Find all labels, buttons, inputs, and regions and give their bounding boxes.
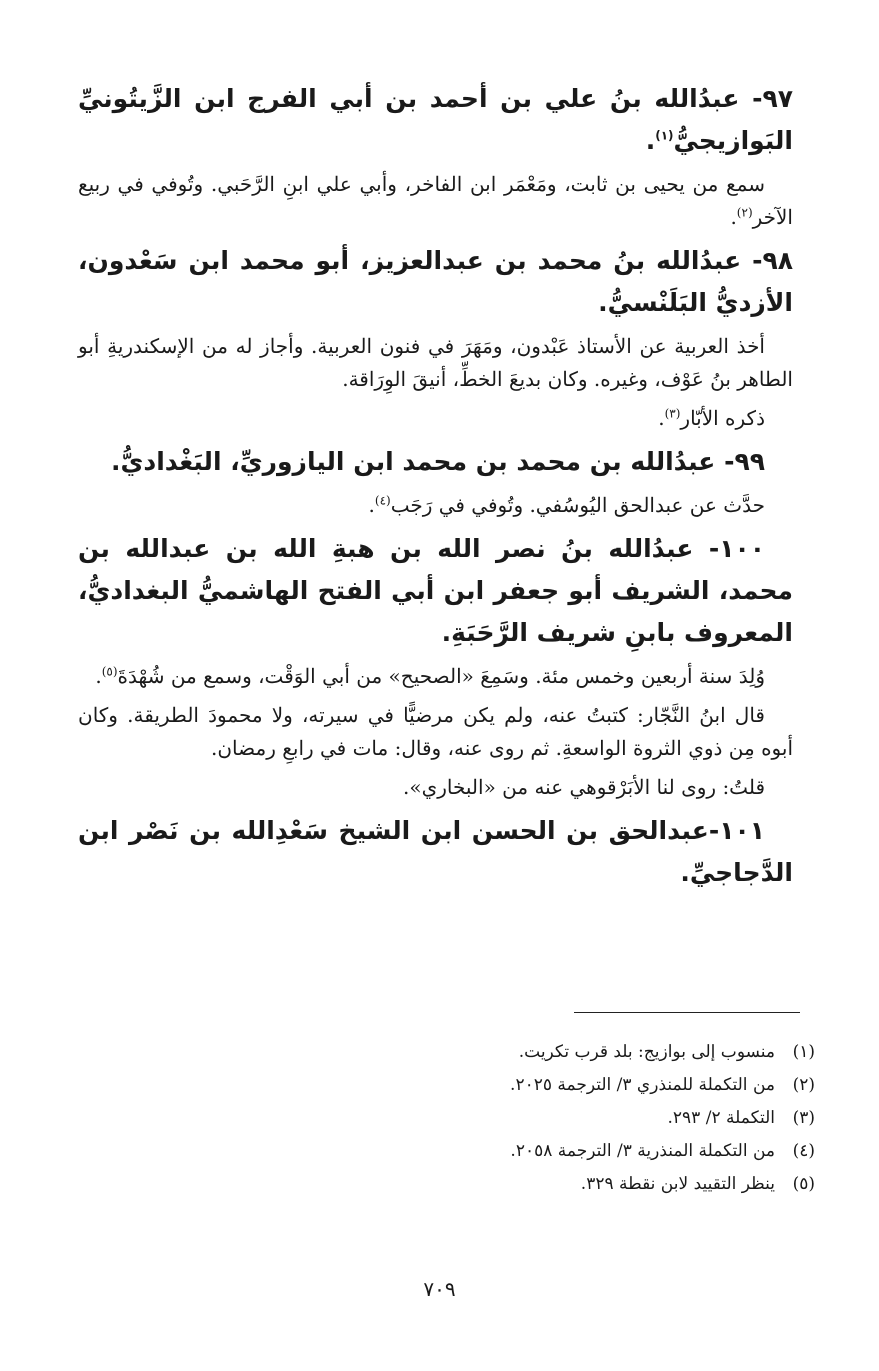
paragraph-end: . — [730, 205, 737, 229]
entry-paragraph — [78, 771, 793, 804]
entry-paragraph — [78, 660, 793, 693]
footnote-text: ينظر التقييد لابن نقطة ٣٢٩. — [580, 1174, 775, 1194]
entry-heading-text: ٩٩- عبدُالله بن محمد بن محمد ابن اليازوريِّ، البَغْداديُّ. — [110, 447, 765, 476]
entry-paragraph — [78, 699, 793, 765]
footnote-text: من التكملة المنذرية ٣/ الترجمة ٢٠٥٨. — [510, 1141, 775, 1161]
paragraph-text: قال ابنُ النَّجّار: كتبتُ عنه، ولم يكن مرضيًّا في سيرته، ولا محمودَ الطريقة. وكان أبوه مِن ذوي الثروة الواسعةِ. ثم روى عنه، وقال: مات في رابعِ رمضان. — [78, 703, 793, 760]
footnote-text: منسوب إلى بوازيج: بلد قرب تكريت. — [518, 1042, 775, 1062]
paragraph-text: ذكره الأبّار — [680, 406, 765, 430]
footnote-number: (٢) — [792, 1075, 815, 1095]
entry-heading-99 — [78, 441, 793, 483]
paragraph-text: أخذ العربية عن الأستاذ عَبْدون، ومَهَرَ في فنون العربية. وأجاز له من الإسكندريةِ أبو الطاهر بنُ عَوْف، وغيره. وكان بديعَ الخطِّ، أنيقَ الوِرَاقة. — [78, 334, 793, 391]
entry-heading-text: ٩٨- عبدُالله بنُ محمد بن عبدالعزيز، أبو محمد ابن سَعْدون، الأزديُّ البَلَنْسيُّ. — [78, 246, 793, 317]
footnote-marker: (٤) — [374, 493, 391, 508]
footnote-marker: (٢) — [736, 205, 753, 220]
footnote — [300, 1069, 815, 1102]
paragraph-end: . — [368, 493, 375, 517]
paragraph-end: . — [658, 406, 665, 430]
footnotes-list — [300, 1036, 815, 1201]
footnote — [300, 1036, 815, 1069]
entry-heading-text: ١٠١-عبدالحق بن الحسن ابن الشيخ سَعْدِالله بن نَصْر ابن الدَّجاجيِّ. — [78, 816, 793, 887]
footnote-marker: (١) — [655, 128, 674, 143]
heading-end: . — [645, 126, 656, 155]
entry-heading-100 — [78, 528, 793, 654]
footnote — [300, 1168, 815, 1201]
entry-paragraph — [78, 168, 793, 234]
footnote-text: من التكملة للمنذري ٣/ الترجمة ٢٠٢٥. — [510, 1075, 775, 1095]
paragraph-text: قلتُ: روى لنا الأبَرْقوهي عنه من «البخاري». — [402, 775, 765, 799]
entry-heading-text: ٩٧- عبدُالله بنُ علي بن أحمد بن أبي الفرج ابن الزَّيتُونيِّ البَوازيجيُّ — [78, 84, 793, 155]
footnote — [300, 1102, 815, 1135]
footnote-number: (٥) — [792, 1174, 815, 1194]
footnote-number: (١) — [792, 1042, 815, 1062]
entry-paragraph — [78, 330, 793, 396]
entry-heading-98 — [78, 240, 793, 324]
paragraph-text: سمع من يحيى بن ثابت، ومَعْمَر ابن الفاخر، وأبي علي ابنِ الرَّحَبي. وتُوفي في ربيع الآخر — [78, 172, 793, 229]
footnote-number: (٤) — [792, 1141, 815, 1161]
paragraph-end: . — [95, 664, 102, 688]
footnote-marker: (٥) — [101, 664, 118, 679]
page-number: ٧٠٩ — [423, 1277, 456, 1301]
entry-heading-text: ١٠٠- عبدُالله بنُ نصر الله بن هبةِ الله بن عبدالله بن محمد، الشريف أبو جعفر ابن أبي الفتح الهاشميُّ البغداديُّ، المعروف بابنِ شريف الرَّحَبَةِ. — [78, 534, 793, 647]
entry-paragraph — [78, 489, 793, 522]
main-text — [78, 78, 793, 900]
footnote — [300, 1135, 815, 1168]
paragraph-text: حدَّث عن عبدالحق اليُوسُفي. وتُوفي في رَجَب — [390, 493, 765, 517]
footnote-text: التكملة ٢/ ٢٩٣. — [667, 1108, 775, 1128]
footnote-number: (٣) — [792, 1108, 815, 1128]
paragraph-text: وُلِدَ سنة أربعين وخمس مئة. وسَمِعَ «الصحيح» من أبي الوَقْت، وسمع من شُهْدَةَ — [117, 664, 765, 688]
footnote-divider — [574, 1012, 800, 1013]
entry-heading-101 — [78, 810, 793, 894]
footnote-marker: (٣) — [664, 406, 681, 421]
entry-heading-97 — [78, 78, 793, 162]
entry-paragraph — [78, 402, 793, 435]
